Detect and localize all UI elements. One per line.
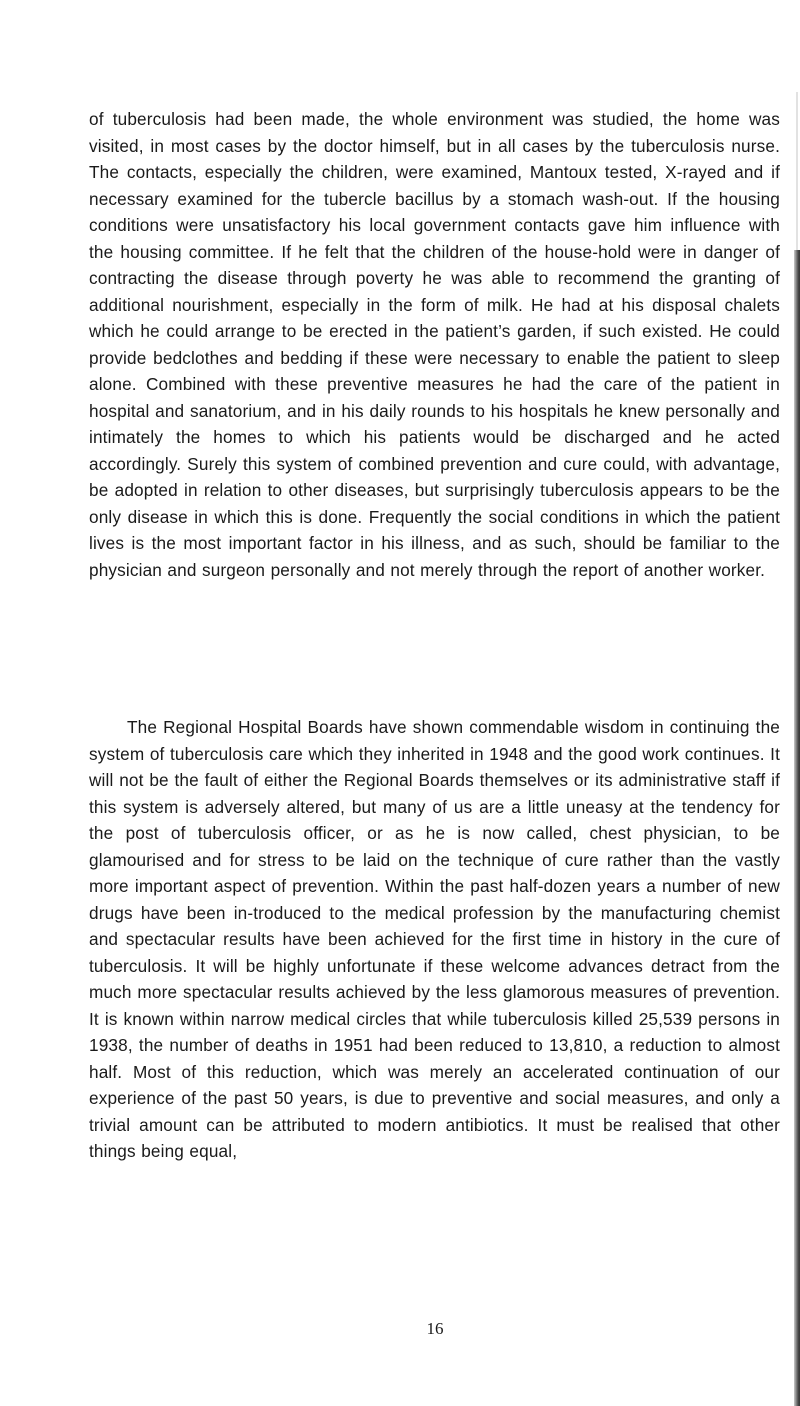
- scan-edge-shadow-top: [796, 92, 798, 252]
- scan-binding-edge: [794, 250, 800, 1406]
- paragraph-regional-hospital-boards: The Regional Hospital Boards have shown commendable wisdom in continuing the system of tuberculosis care which they inherited in 1948 and the good work continues. It will not be the fault of either the Regional Boards themselves or its administrative staff if this system is adversely altered, but many of us are a little uneasy at the tendency for the post of tuberculosis officer, or as he is now called, chest physician, to be glamourised and for stress to be laid on the technique of cure rather than the vastly more important aspect of prevention. Within the past half-dozen years a number of new drugs have been in-troduced to the medical profession by the manufacturing chemist and spectacular results have been achieved for the first time in history in the cure of tuberculosis. It will be highly unfortunate if these welcome advances detract from the much more spectacular results achieved by the less glamorous measures of prevention. It is known within narrow medical circles that while tuberculosis killed 25,539 persons in 1938, the number of deaths in 1951 had been reduced to 13,810, a reduction to almost half. Most of this reduction, which was merely an accelerated continuation of our experience of the past 50 years, is due to preventive and social measures, and only a trivial amount can be attributed to modern antibiotics. It must be realised that other things being equal,: [89, 717, 780, 1162]
- page-number: 16: [426, 1319, 444, 1338]
- paragraph-tuberculosis-environment: of tuberculosis had been made, the whole environment was studied, the home was visited, in most cases by the doctor himself, but in all cases by the tuberculosis nurse. The contacts, especially the children, were examined, Mantoux tested, X-rayed and if necessary examined for the tubercle bacillus by a stomach wash-out. If the housing conditions were unsatisfactory his local government contacts gave him influence with the housing committee. If he felt that the children of the house-hold were in danger of contracting the disease through poverty he was able to recommend the granting of additional nourishment, especially in the form of milk. He had at his disposal chalets which he could arrange to be erected in the patient’s garden, if such existed. He could provide bedclothes and bedding if these were necessary to enable the patient to sleep alone. Combined with these preventive measures he had the care of the patient in hospital and sanatorium, and in his daily rounds to his hospitals he knew personally and intimately the homes to which his patients would be discharged and he acted accordingly. Surely this system of combined prevention and cure could, with advantage, be adopted in relation to other diseases, but surprisingly tuberculosis appears to be the only disease in which this is done. Frequently the social conditions in which the patient lives is the most important factor in his illness, and as such, should be familiar to the physician and surgeon personally and not merely through the report of another worker.: [89, 109, 780, 580]
